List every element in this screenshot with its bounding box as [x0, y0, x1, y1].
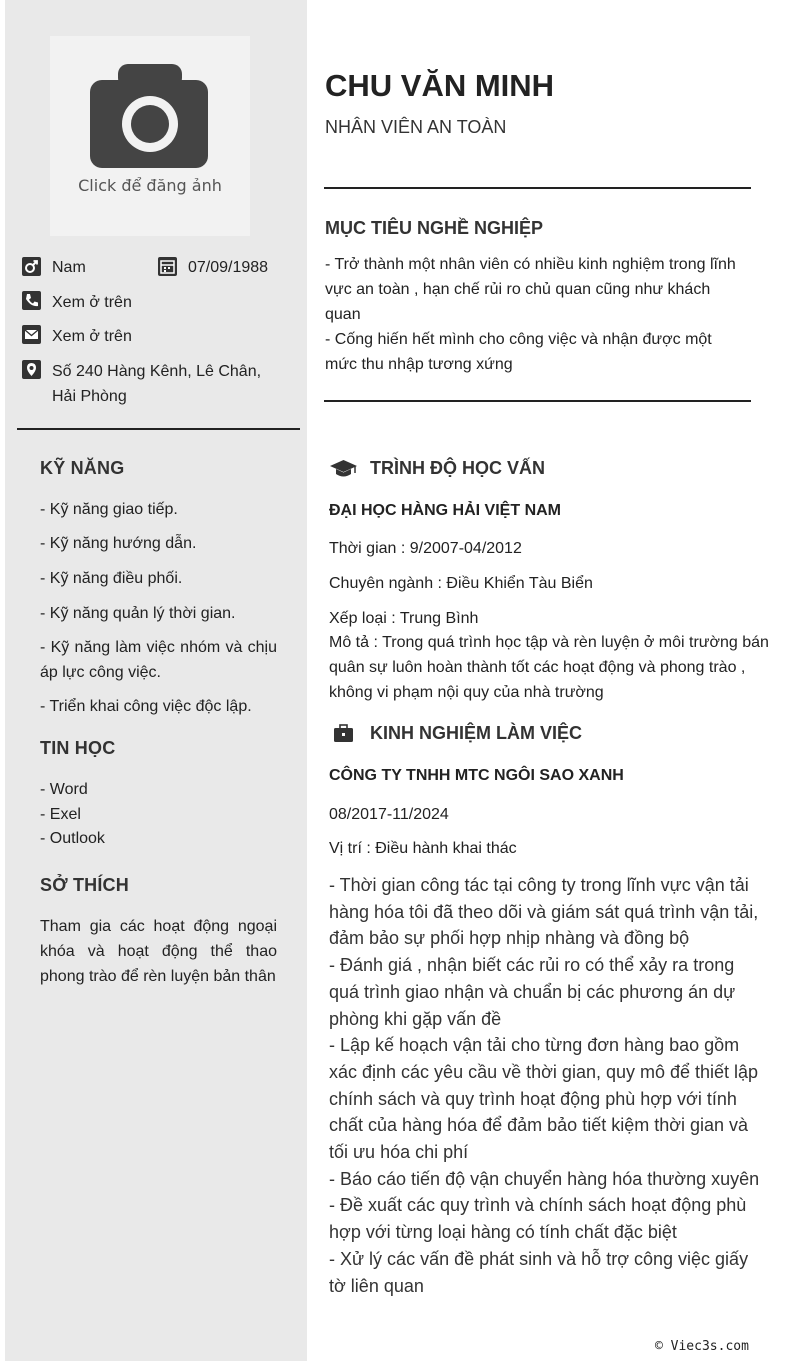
graduation-cap-icon: [329, 459, 358, 479]
experience-title: KINH NGHIỆM LÀM VIỆC: [370, 723, 583, 743]
phone-value: Xem ở trên: [52, 294, 132, 311]
education-description: Mô tả : Trong quá trình học tập và rèn luyện ở môi trường bán quân sự luôn hoàn thành tốt các hoạt động và phong trào , không vi phạm nội quy của nhà trường: [329, 634, 769, 701]
gender-icon: [22, 257, 41, 276]
education-title: TRÌNH ĐỘ HỌC VẤN: [370, 458, 545, 478]
candidate-position: NHÂN VIÊN AN TOÀN: [325, 117, 507, 137]
copyright: © Viec3s.com: [655, 1339, 749, 1354]
it-item: - Exel: [40, 806, 81, 823]
it-title: TIN HỌC: [40, 738, 116, 758]
experience-description: - Thời gian công tác tại công ty trong lĩnh vực vận tải hàng hóa tôi đã theo dõi và giám sát quá trình vận tải, đảm bảo sự phối hợp nhịp nhàng và đồng bộ - Đánh giá , nhận biết các rủi ro có thể xảy ra trong quá trình giao nhận và chuẩn bị các phương án dự phòng khi gặp vấn đề - Lập kế hoạch vận tải cho từng đơn hàng bao gồm xác định các yêu cầu về thời gian, quy mô để thiết lập chính sách và quy trình hoạt động phù hợp với tính chất của hàng hóa để đảm bảo tiết kiệm thời gian và tối ưu hóa chi phí - Báo cáo tiến độ vận chuyển hàng hóa thường xuyên - Đề xuất các quy trình và chính sách hoạt động phù hợp với từng loại hàng có tính chất đặc biệt - Xử lý các vấn đề phát sinh và hỗ trợ công việc giấy tờ liên quan: [329, 875, 760, 1296]
phone-icon: [22, 291, 41, 310]
objective-title: MỤC TIÊU NGHỀ NGHIỆP: [325, 218, 544, 238]
company-name: CÔNG TY TNHH MTC NGÔI SAO XANH: [329, 767, 624, 784]
birthday-value: 07/09/1988: [188, 259, 269, 276]
it-item: - Word: [40, 781, 88, 798]
briefcase-icon: [333, 724, 354, 743]
experience-period: 08/2017-11/2024: [329, 806, 449, 823]
address-line-1: Số 240 Hàng Kênh, Lê Chân,: [52, 363, 262, 380]
objective-divider: [324, 400, 751, 402]
skill-item: - Kỹ năng hướng dẫn.: [40, 535, 197, 552]
skill-item: - Kỹ năng làm việc nhóm và chịu áp lực công việc.: [40, 639, 277, 681]
calendar-icon: [158, 257, 177, 276]
header-divider: [324, 187, 751, 189]
skill-item: - Kỹ năng điều phối.: [40, 570, 183, 587]
hobbies-title: SỞ THÍCH: [40, 875, 129, 895]
candidate-name: CHU VĂN MINH: [325, 68, 555, 103]
photo-upload[interactable]: [50, 36, 250, 236]
objective-text: - Trở thành một nhân viên có nhiều kinh nghiệm trong lĩnh vực an toàn , hạn chế rủi ro chủ quan cũng như khách quan - Cống hiến hết mình cho công việc và nhận được một mức thu nhập tương xứng: [325, 256, 736, 373]
education-time: Thời gian : 9/2007-04/2012: [329, 540, 522, 557]
hobbies-text: Tham gia các hoạt động ngoại khóa và hoạt động thể thao phong trào để rèn luyện bản thân: [40, 918, 277, 985]
skill-item: - Kỹ năng quản lý thời gian.: [40, 605, 236, 622]
photo-caption: Click để đăng ảnh: [78, 176, 222, 195]
email-value: Xem ở trên: [52, 328, 132, 345]
skill-item: - Triển khai công việc độc lập.: [40, 698, 252, 715]
school-name: ĐẠI HỌC HÀNG HẢI VIỆT NAM: [329, 502, 561, 519]
camera-icon: [90, 64, 210, 170]
education-major: Chuyên ngành : Điều Khiển Tàu Biển: [329, 575, 593, 592]
gender-value: Nam: [52, 259, 86, 276]
it-item: - Outlook: [40, 830, 105, 847]
address-value: [52, 359, 261, 409]
map-pin-icon: [22, 360, 41, 379]
envelope-icon: [22, 325, 41, 344]
address-line-2: Hải Phòng: [52, 388, 127, 405]
skills-title: KỸ NĂNG: [40, 458, 125, 478]
skill-item: - Kỹ năng giao tiếp.: [40, 501, 178, 518]
education-rank: Xếp loại : Trung Bình: [329, 610, 479, 627]
sidebar-divider: [17, 428, 300, 430]
experience-role: Vị trí : Điều hành khai thác: [329, 840, 517, 857]
